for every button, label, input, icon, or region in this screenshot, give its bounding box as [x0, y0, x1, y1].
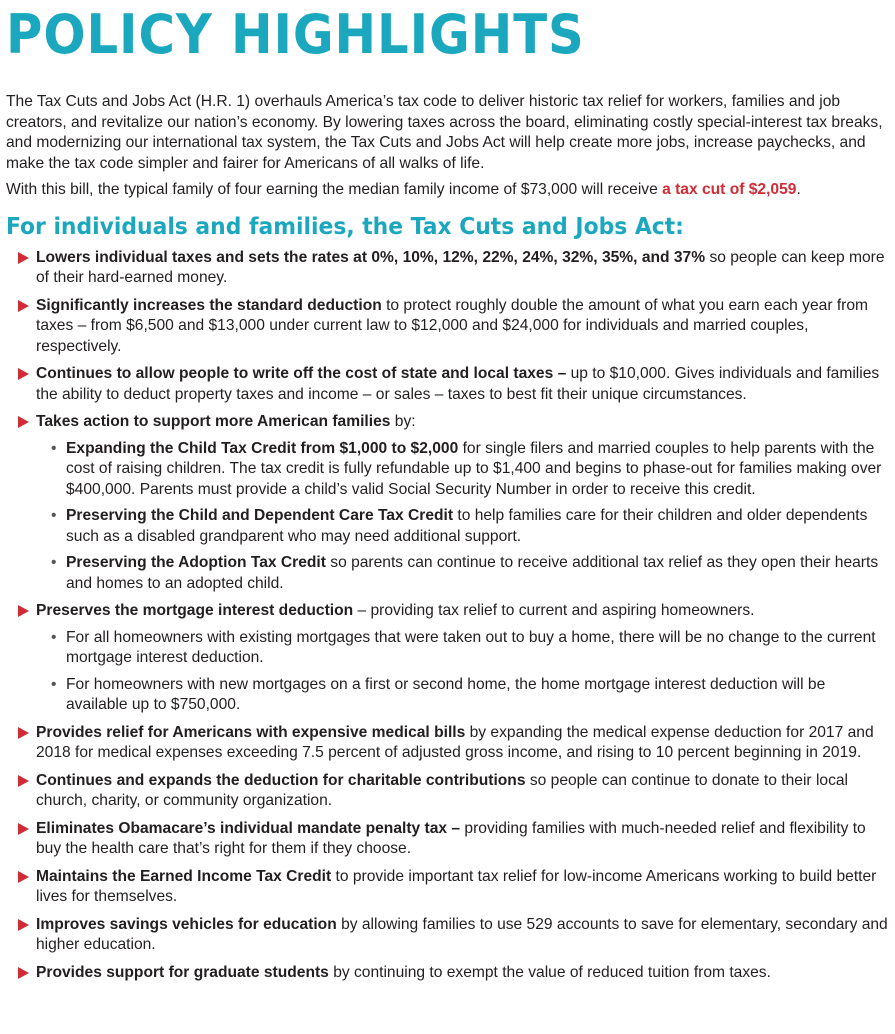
item-text: to protect roughly double the amount of what you earn each year from taxes – from $6,500 and $13,000 under current law to $12,000 and $24,000 for individuals and married couples, respectively. — [36, 296, 869, 355]
sub-list-item — [36, 553, 889, 594]
item-bold: Preserving the Child and Dependent Care Tax Credit — [66, 507, 454, 524]
sub-list-item — [36, 628, 889, 669]
item-bold: Significantly increases the standard deduction — [36, 296, 382, 314]
triangle-bullet-icon — [18, 871, 29, 883]
item-text: by continuing to exempt the value of reduced tuition from taxes. — [328, 963, 771, 981]
item-text: by expanding the medical expense deduction for 2017 and 2018 for medical expenses exceeding 7.5 percent of adjusted gross income, and rising to 10 percent beginning in 2019. — [36, 723, 874, 761]
triangle-bullet-icon — [18, 823, 29, 835]
item-text: – providing tax relief to current and aspiring homeowners. — [353, 602, 755, 619]
triangle-bullet-icon — [18, 919, 29, 931]
sub-list-item — [36, 439, 889, 501]
list-item — [6, 867, 889, 908]
item-text: For homeowners with new mortgages on a first or second home, the home mortgage interest deduction will be available up to $750,000. — [66, 675, 826, 713]
list-item — [6, 412, 889, 594]
item-bold: Takes action to support more American families — [36, 413, 391, 430]
dot-bullet-icon: • — [51, 554, 57, 571]
dot-bullet-icon: • — [51, 628, 57, 646]
section-heading: For individuals and families, the Tax Cuts and Jobs Act: — [6, 211, 684, 240]
item-bold: Continues and expands the deduction for charitable contributions — [36, 771, 526, 789]
item-bold: Expanding the Child Tax Credit from $1,000 to $2,000 — [66, 439, 459, 457]
sub-list-item — [36, 675, 889, 716]
sub-list — [36, 439, 889, 595]
triangle-bullet-icon — [18, 967, 29, 979]
list-item — [6, 915, 889, 956]
triangle-bullet-icon — [18, 605, 29, 617]
item-text: providing families with much-needed relief and flexibility to buy the health care that’s right for them if they choose. — [36, 819, 866, 857]
intro-summary — [6, 180, 889, 201]
item-bold: Maintains the Earned Income Tax Credit — [36, 867, 332, 885]
triangle-bullet-icon — [18, 252, 29, 264]
intro-summary-text: With this bill, the typical family of four earning the median family income of $73,000 will receive — [6, 181, 663, 198]
triangle-bullet-icon — [18, 300, 29, 312]
dot-bullet-icon: • — [51, 439, 57, 457]
item-bold: Eliminates Obamacare’s individual mandate penalty tax – — [36, 819, 461, 837]
item-bold: Improves savings vehicles for education — [36, 915, 337, 933]
item-bold: Provides relief for Americans with expensive medical bills — [36, 723, 466, 741]
item-text: so people can keep more of their hard-earned money. — [36, 248, 885, 286]
intro-summary-end: . — [796, 181, 801, 198]
list-item — [6, 601, 889, 716]
item-text: For all homeowners with existing mortgages that were taken out to buy a home, there will be no change to the current mortgage interest deduction. — [66, 628, 876, 666]
item-bold: Lowers individual taxes and sets the rates at 0%, 10%, 12%, 22%, 24%, 32%, 35%, and 37% — [36, 248, 706, 266]
list-item — [6, 819, 889, 860]
item-text: to help families care for their children and older dependents such as a disabled grandparent who may need additional support. — [66, 507, 868, 545]
list-item — [6, 248, 889, 289]
tax-cut-highlight: a tax cut of $2,059 — [662, 181, 797, 198]
item-text: up to $10,000. Gives individuals and families the ability to deduct property taxes and income – or sales – taxes to best fit their unique circumstances. — [36, 365, 880, 403]
dot-bullet-icon: • — [51, 675, 57, 693]
triangle-bullet-icon — [18, 775, 29, 787]
item-bold: Preserving the Adoption Tax Credit — [66, 554, 326, 571]
list-item — [6, 723, 889, 764]
dot-bullet-icon: • — [51, 507, 57, 524]
list-item — [6, 771, 889, 812]
list-item — [6, 364, 889, 405]
list-item — [6, 296, 889, 358]
item-text: so parents can continue to receive additional tax relief as they open their hearts and homes to an adopted child. — [66, 554, 879, 592]
list-item — [6, 963, 889, 984]
item-bold: Preserves the mortgage interest deduction — [36, 602, 354, 619]
item-text: so people can continue to donate to their local church, charity, or community organization. — [36, 771, 849, 809]
triangle-bullet-icon — [18, 368, 29, 380]
policy-list — [6, 248, 889, 984]
item-text: to provide important tax relief for low-income Americans working to build better lives for themselves. — [36, 867, 877, 905]
item-text: for single filers and married couples to help parents with the cost of raising children. The tax credit is fully refundable up to $1,400 and begins to phase-out for families making over $400,000. Parents must provide a child’s valid Social Security Number in order to receive this credit. — [66, 439, 882, 498]
triangle-bullet-icon — [18, 727, 29, 739]
item-text: by allowing families to use 529 accounts to save for elementary, secondary and higher education. — [36, 915, 888, 953]
item-bold: Provides support for graduate students — [36, 963, 329, 981]
item-bold: Continues to allow people to write off the cost of state and local taxes – — [36, 365, 567, 382]
triangle-bullet-icon — [18, 416, 29, 428]
sub-list-item — [36, 506, 889, 547]
intro-paragraph: The Tax Cuts and Jobs Act (H.R. 1) overhauls America’s tax code to deliver historic tax relief for workers, families and job creators, and revitalize our nation’s economy. By lowering taxes across the board, eliminating costly special-interest tax breaks, and modernizing our international tax system, the Tax Cuts and Jobs Act will help create more jobs, increase paychecks, and make the tax code simpler and fairer for Americans of all walks of life. — [6, 93, 883, 172]
sub-list — [36, 628, 889, 716]
item-text: by: — [390, 413, 416, 430]
page-title: POLICY HIGHLIGHTS — [6, 3, 585, 66]
